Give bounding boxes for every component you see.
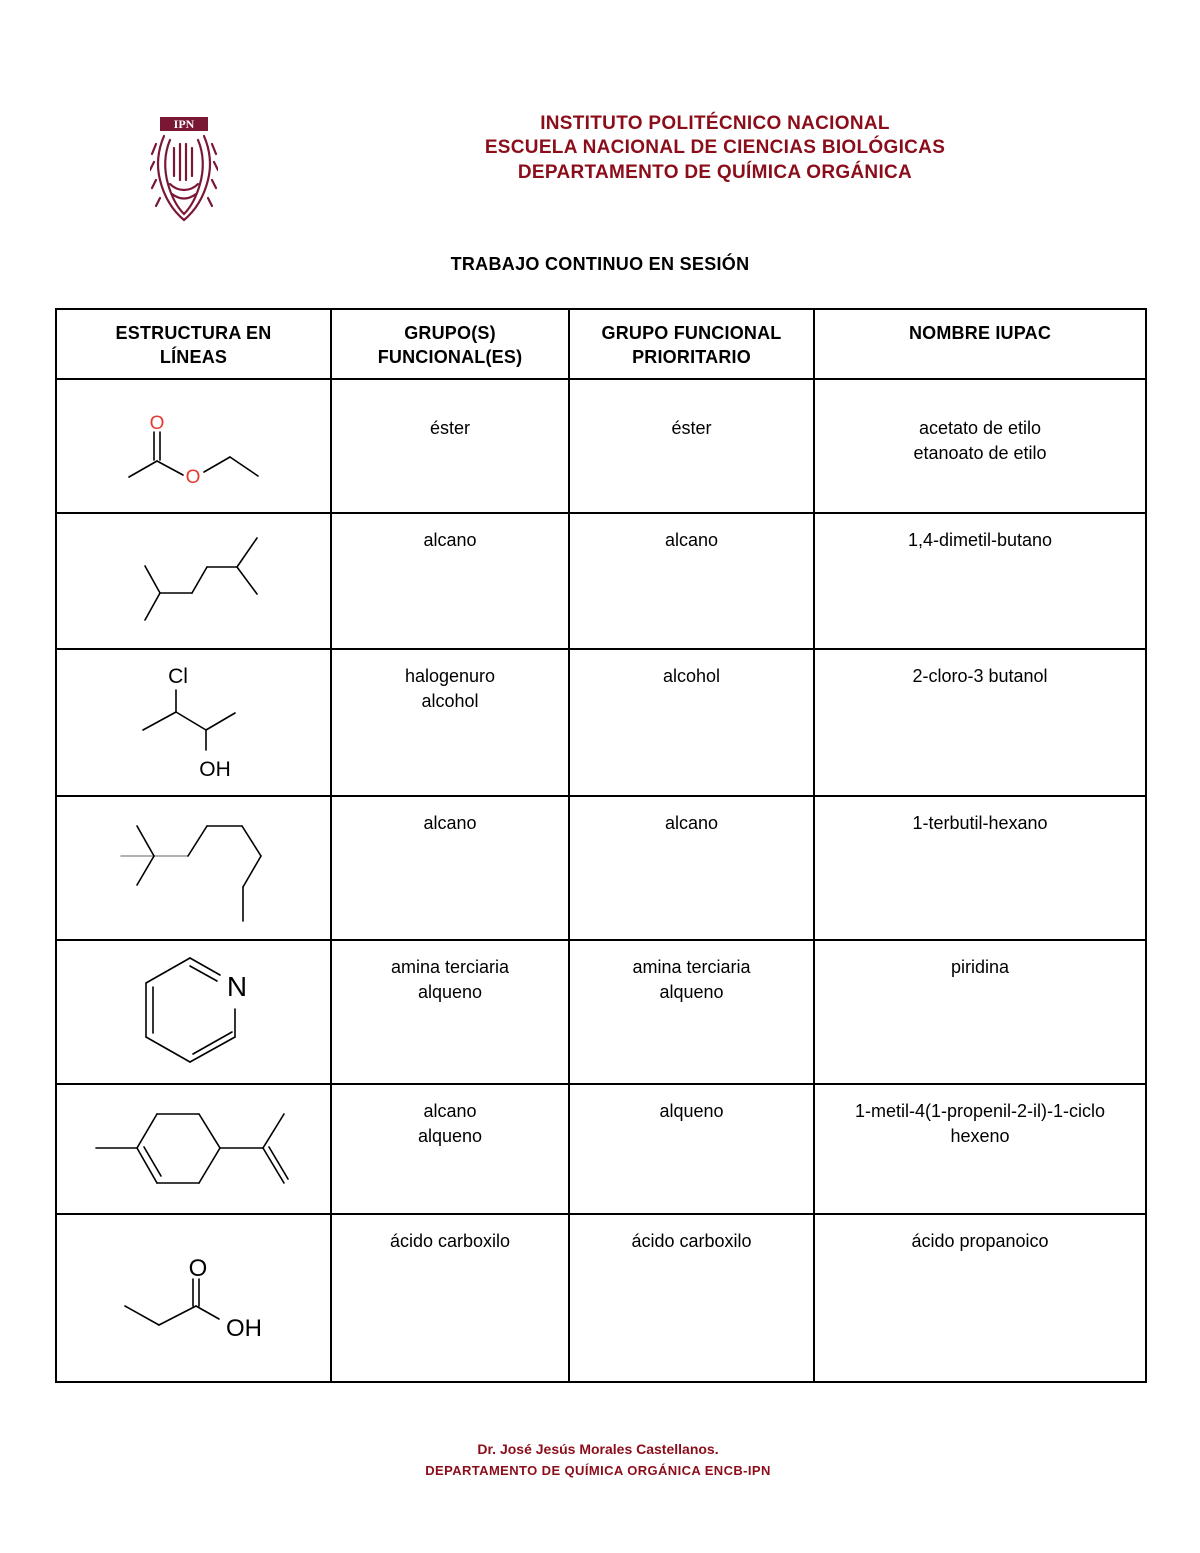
structure-cell [56, 940, 331, 1084]
priority-cell: alcano [569, 513, 814, 649]
groups-cell: alcano [331, 796, 569, 940]
iupac-cell: 1-terbutil-hexano [814, 796, 1146, 940]
terbutylhexane-structure [57, 797, 328, 937]
structure-cell [56, 796, 331, 940]
groups-cell: ácido carboxilo [331, 1214, 569, 1382]
pyridine-structure [57, 941, 328, 1081]
structure-cell [56, 379, 331, 513]
groups-cell: éster [331, 379, 569, 513]
limonene-structure [57, 1085, 328, 1211]
atom-label: OH [226, 1315, 262, 1342]
table-row [56, 940, 1146, 1084]
table-row [56, 1084, 1146, 1214]
header-priority-group: GRUPO FUNCIONAL PRIORITARIO [569, 309, 814, 379]
structure-cell [56, 1214, 331, 1382]
priority-cell: alcohol [569, 649, 814, 796]
functional-groups-table [55, 308, 1147, 1383]
atom-label: O [149, 413, 165, 434]
ethyl-acetate-structure [57, 380, 328, 510]
priority-cell: éster [569, 379, 814, 513]
document-title: TRABAJO CONTINUO EN SESIÓN [450, 254, 750, 274]
table-row [56, 1214, 1146, 1382]
footer-author: Dr. José Jesús Morales Castellanos. [477, 1441, 719, 1457]
institution-name: INSTITUTO POLITÉCNICO NACIONAL [540, 113, 890, 134]
groups-cell: halogenuro alcohol [331, 649, 569, 796]
iupac-cell: piridina [814, 940, 1146, 1084]
iupac-cell: 1,4-dimetil-butano [814, 513, 1146, 649]
iupac-cell: 1-metil-4(1-propenil-2-il)-1-ciclo hexeno [814, 1084, 1146, 1214]
atom-label: O [188, 1255, 208, 1282]
ipn-seal-logo [150, 114, 218, 224]
structure-cell [56, 513, 331, 649]
atom-label: N [226, 971, 248, 1002]
groups-cell: alcano [331, 513, 569, 649]
table-row [56, 649, 1146, 796]
dimethylalkane-structure [57, 514, 328, 646]
table-row [56, 796, 1146, 940]
priority-cell: amina terciaria alqueno [569, 940, 814, 1084]
priority-cell: alcano [569, 796, 814, 940]
iupac-cell: acetato de etilo etanoato de etilo [814, 379, 1146, 513]
propanoic-acid-structure [57, 1215, 328, 1379]
atom-label: O [185, 467, 201, 488]
structure-cell [56, 649, 331, 796]
atom-label: OH [199, 758, 231, 781]
header-functional-groups: GRUPO(S) FUNCIONAL(ES) [331, 309, 569, 379]
groups-cell: alcano alqueno [331, 1084, 569, 1214]
chlorobutanol-structure [57, 650, 328, 793]
priority-cell: alqueno [569, 1084, 814, 1214]
groups-cell: amina terciaria alqueno [331, 940, 569, 1084]
footer-department: DEPARTAMENTO DE QUÍMICA ORGÁNICA ENCB-IPN [425, 1463, 771, 1478]
header-iupac-name: NOMBRE IUPAC [814, 309, 1146, 379]
table-row [56, 513, 1146, 649]
school-name: ESCUELA NACIONAL DE CIENCIAS BIOLÓGICAS [484, 137, 946, 158]
priority-cell: ácido carboxilo [569, 1214, 814, 1382]
structure-cell [56, 1084, 331, 1214]
iupac-cell: 2-cloro-3 butanol [814, 649, 1146, 796]
table-header-row [56, 309, 1146, 379]
department-name: DEPARTAMENTO DE QUÍMICA ORGÁNICA [517, 162, 913, 183]
header-structure: ESTRUCTURA EN LÍNEAS [56, 309, 331, 379]
table-row [56, 379, 1146, 513]
atom-label: Cl [168, 665, 188, 688]
seal-letters: IPN [173, 117, 195, 131]
iupac-cell: ácido propanoico [814, 1214, 1146, 1382]
